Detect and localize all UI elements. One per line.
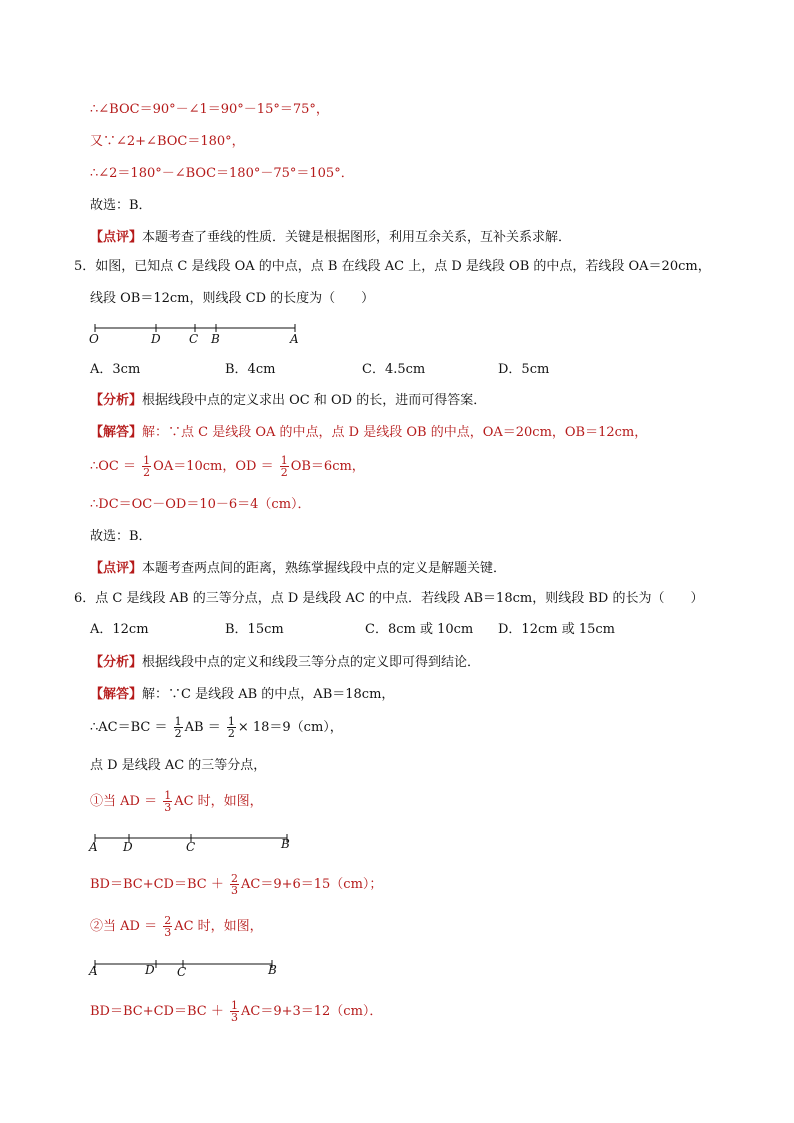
point-label: A bbox=[290, 332, 299, 346]
comment-text: 本题考查了垂线的性质．关键是根据图形，利用互余关系，互补关系求解． bbox=[142, 230, 572, 245]
comment-text: 本题考查两点间的距离，熟练掌握线段中点的定义是解题关键． bbox=[142, 561, 507, 576]
equation-part: ①当 AD ＝ bbox=[90, 794, 158, 809]
text-line: ∴∠2＝180°－∠BOC＝180°－75°＝105°． bbox=[90, 166, 354, 181]
option-c: C．4.5cm bbox=[362, 362, 426, 377]
fraction: $\frac{1}{3}$ bbox=[164, 789, 172, 814]
text-line: ∴∠BOC＝90°－∠1＝90°－15°＝75°， bbox=[90, 102, 329, 117]
analysis-text: 根据线段中点的定义和线段三等分点的定义即可得到结论． bbox=[142, 655, 481, 670]
point-label: A bbox=[89, 840, 98, 854]
point-label: D bbox=[145, 963, 155, 977]
answer-text: 解：∵C 是线段 AB 的中点，AB＝18cm， bbox=[142, 687, 395, 702]
equation-part: ∴OC ＝ bbox=[90, 459, 137, 474]
analysis-tag: 【分析】 bbox=[90, 393, 143, 408]
option-a: A．3cm bbox=[90, 362, 141, 377]
point-label: O bbox=[89, 332, 99, 346]
analysis-text: 根据线段中点的定义求出 OC 和 OD 的长，进而可得答案． bbox=[142, 393, 487, 408]
equation-part: OA＝10cm，OD ＝ bbox=[153, 459, 274, 474]
equation-line bbox=[90, 999, 382, 1025]
equation-part: OB＝6cm， bbox=[290, 459, 365, 474]
text-line: ∴DC＝OC－OD＝10－6＝4（cm）． bbox=[90, 497, 311, 512]
equation-part: AB ＝ bbox=[184, 720, 221, 735]
fraction: $\frac{1}{2}$ bbox=[280, 454, 288, 479]
equation-part: BD＝BC+CD＝BC ＋ bbox=[90, 877, 224, 892]
point-label: A bbox=[89, 964, 98, 978]
point-label: D bbox=[123, 840, 133, 854]
equation-part: AC 时，如图， bbox=[174, 919, 263, 934]
answer-tag: 【解答】 bbox=[90, 425, 143, 440]
equation-part: AC＝9+3＝12（cm）． bbox=[241, 1004, 383, 1019]
option-c: C．8cm 或 10cm bbox=[365, 622, 474, 637]
equation-part: × 18＝9（cm）， bbox=[237, 720, 343, 735]
fraction: $\frac{1}{2}$ bbox=[227, 715, 235, 740]
point-label: C bbox=[189, 332, 199, 346]
equation-part: AC 时，如图， bbox=[174, 794, 263, 809]
fraction: $\frac{1}{2}$ bbox=[143, 454, 151, 479]
point-label: C bbox=[177, 965, 187, 979]
point-label: D bbox=[151, 332, 161, 346]
option-d: D．5cm bbox=[498, 362, 550, 377]
text-line: 点 D 是线段 AC 的三等分点， bbox=[90, 758, 267, 773]
answer-tag: 【解答】 bbox=[90, 687, 143, 702]
point-label: B bbox=[268, 963, 277, 977]
option-b: B．15cm bbox=[225, 622, 284, 637]
text-line: 又∵∠2+∠BOC＝180°， bbox=[90, 134, 245, 149]
option-a: A．12cm bbox=[90, 622, 149, 637]
comment-tag: 【点评】 bbox=[90, 561, 143, 576]
equation-part: ②当 AD ＝ bbox=[90, 919, 158, 934]
text-line: 故选：B． bbox=[90, 529, 152, 544]
point-label: C bbox=[186, 840, 196, 854]
fraction: $\frac{2}{3}$ bbox=[164, 914, 172, 939]
equation-part: BD＝BC+CD＝BC ＋ bbox=[90, 1004, 224, 1019]
option-b: B．4cm bbox=[225, 362, 276, 377]
analysis-tag: 【分析】 bbox=[90, 655, 143, 670]
question-stem: 6．点 C 是线段 AB 的三等分点，点 D 是线段 AC 的中点．若线段 AB＝18cm，则线段 BD 的长为（ ） bbox=[74, 591, 704, 606]
text-line: 故选：B． bbox=[90, 198, 152, 213]
fraction: $\frac{1}{3}$ bbox=[231, 999, 238, 1024]
fraction: $\frac{1}{2}$ bbox=[174, 715, 182, 740]
question-stem: 5．如图，已知点 C 是线段 OA 的中点，点 B 在线段 AC 上，点 D 是线段 OB 的中点，若线段 OA＝20cm， bbox=[74, 259, 711, 274]
comment-tag: 【点评】 bbox=[90, 230, 143, 245]
option-d: D．12cm 或 15cm bbox=[498, 622, 615, 637]
equation-part: ∴AC＝BC ＝ bbox=[90, 720, 168, 735]
question-stem: 线段 OB＝12cm，则线段 CD 的长度为（ ） bbox=[90, 291, 375, 306]
point-label: B bbox=[211, 332, 220, 346]
fraction: $\frac{2}{3}$ bbox=[231, 872, 238, 897]
point-label: B bbox=[281, 837, 290, 851]
equation-part: AC＝9+6＝15（cm）； bbox=[241, 877, 383, 892]
answer-text: 解：∵点 C 是线段 OA 的中点，点 D 是线段 OB 的中点，OA＝20cm，OB＝12cm， bbox=[142, 425, 648, 440]
